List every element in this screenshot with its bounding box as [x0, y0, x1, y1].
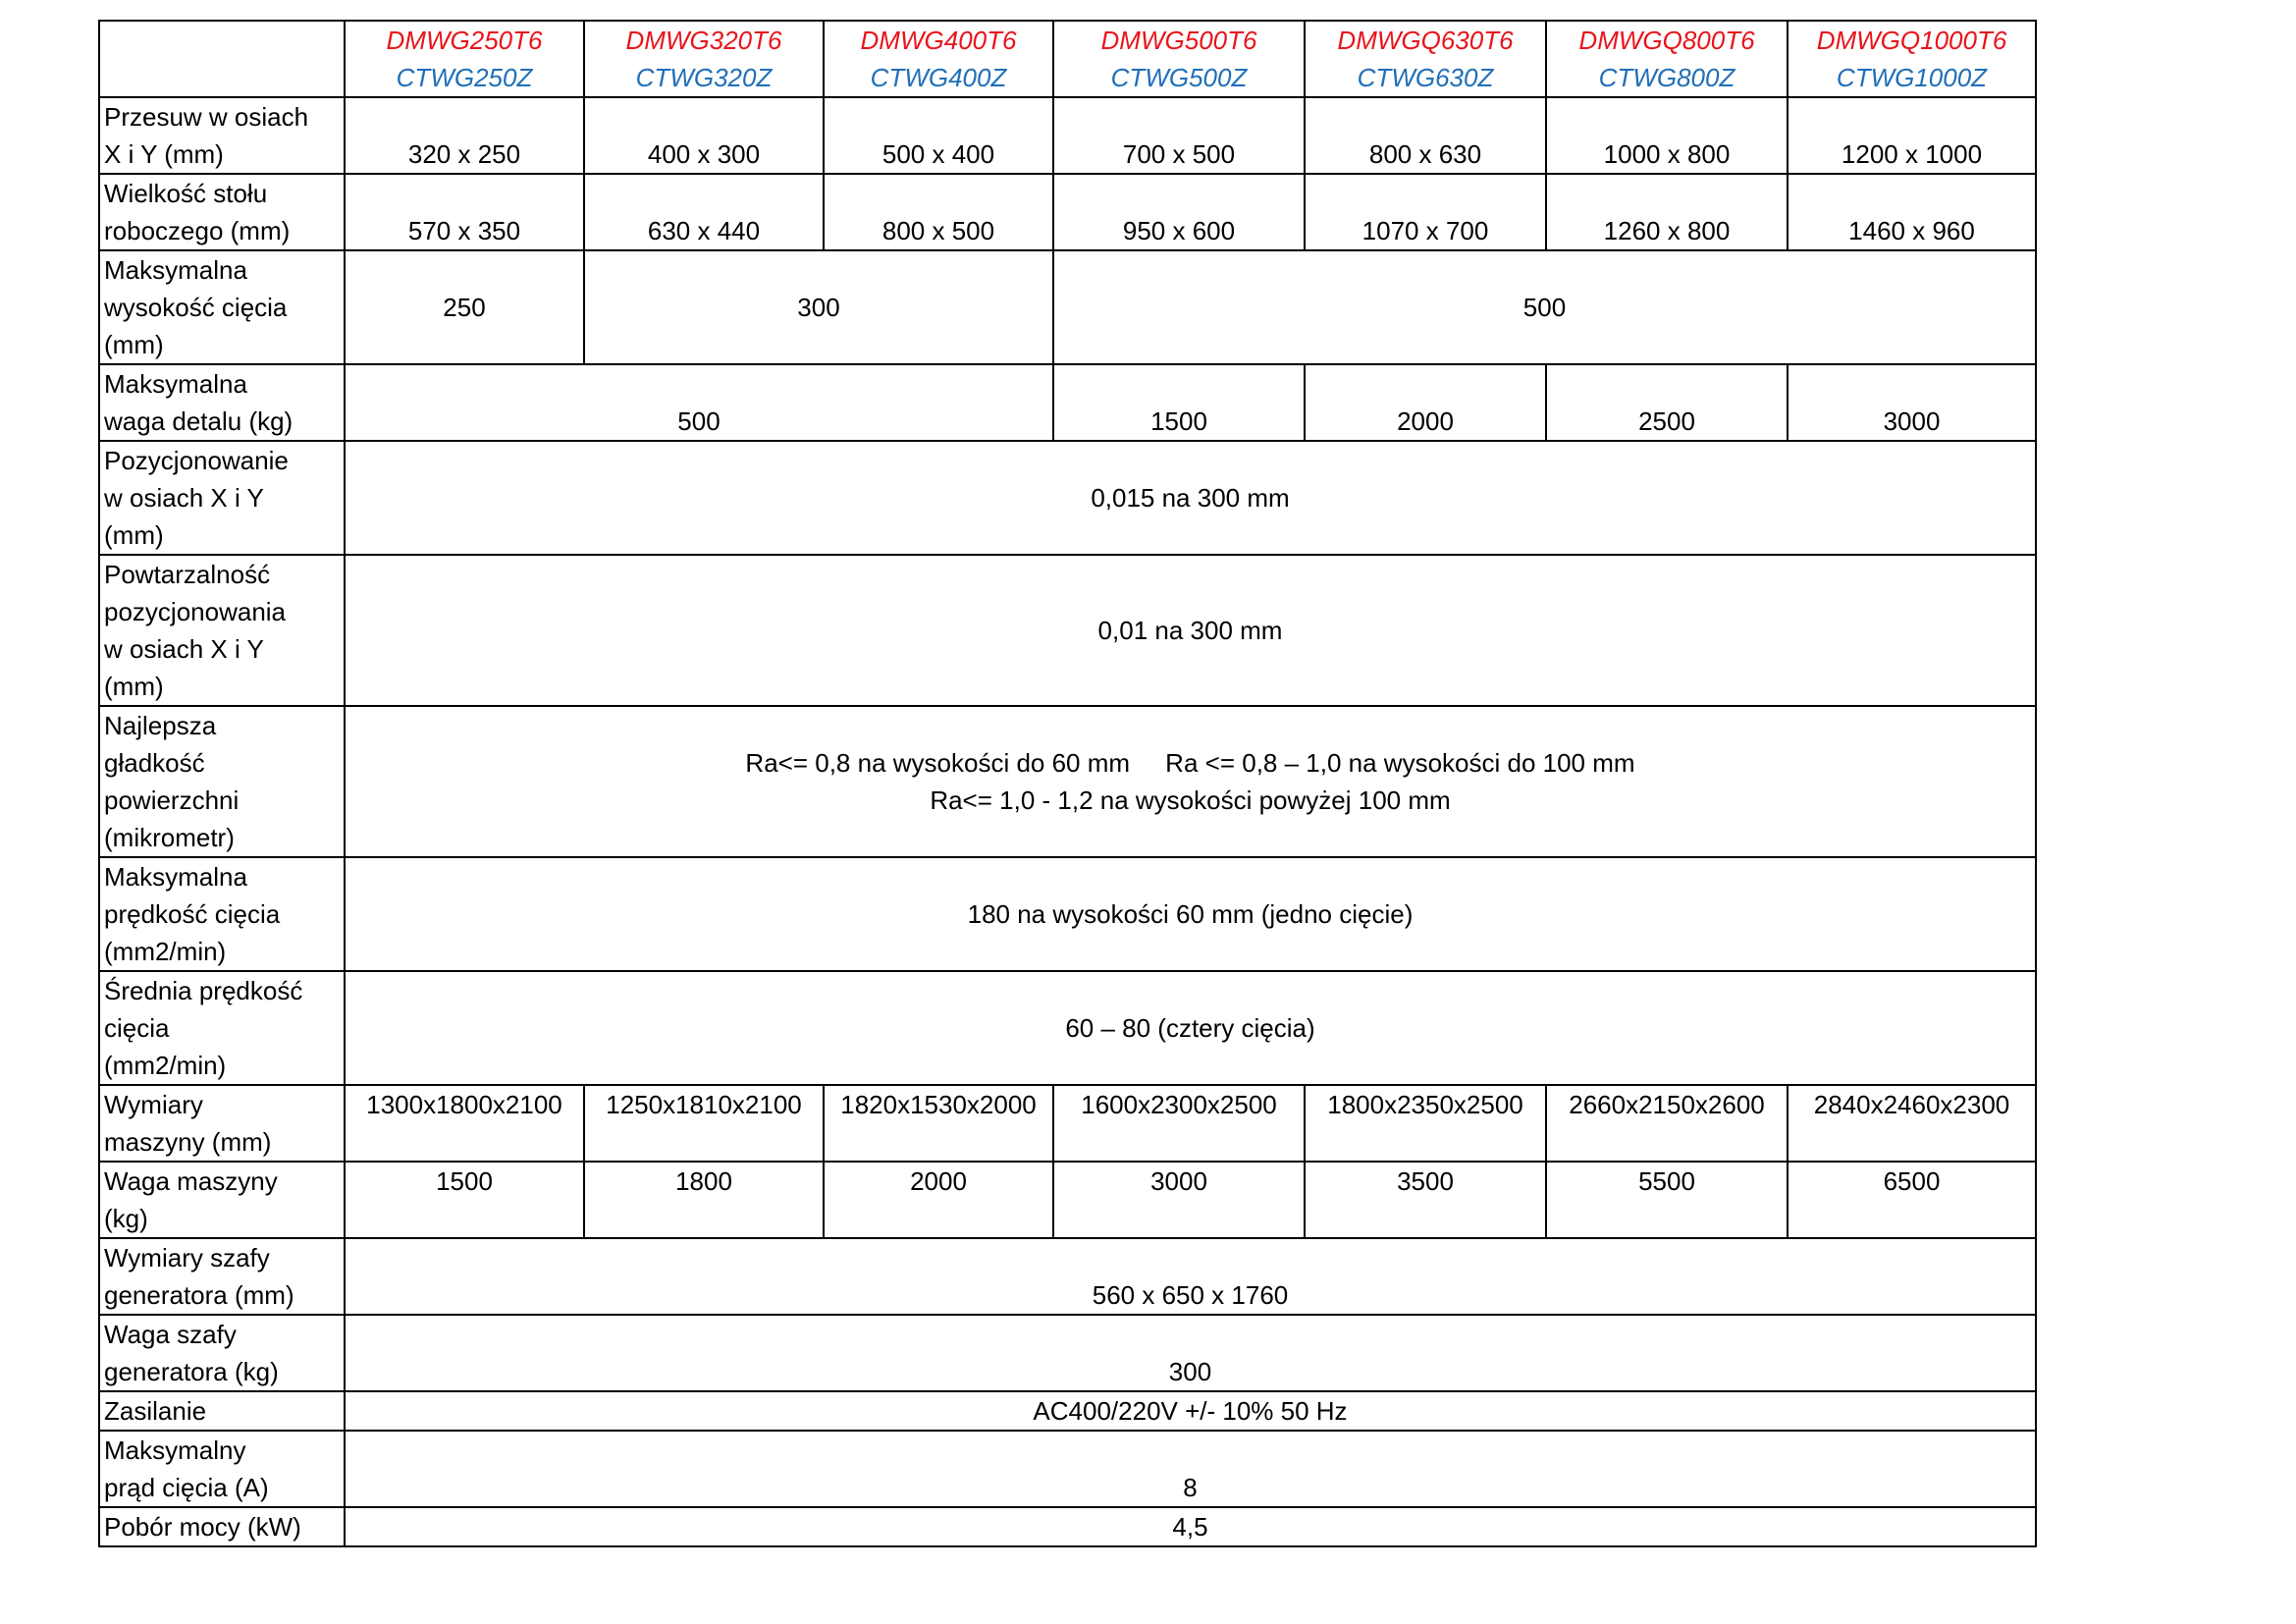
value-cell: 320 x 250	[345, 97, 584, 174]
row-label: Wielkość stołu roboczego (mm)	[99, 174, 345, 250]
row-machine-weight	[99, 1162, 2036, 1238]
value-cell: 700 x 500	[1053, 97, 1305, 174]
row-label: Maksymalna wysokość cięcia (mm)	[99, 250, 345, 364]
model-header	[345, 21, 584, 97]
model-name: DMWG500T6	[1100, 26, 1257, 55]
row-max-speed	[99, 857, 2036, 971]
value-cell: 1250x1810x2100	[584, 1085, 824, 1162]
row-gen-dimensions	[99, 1238, 2036, 1315]
model-header	[1788, 21, 2036, 97]
value-cell: 300	[584, 250, 1053, 364]
value-cell: 1800	[584, 1162, 824, 1238]
value-cell: 300	[345, 1315, 2036, 1391]
row-label: Waga maszyny (kg)	[99, 1162, 345, 1238]
value-cell: AC400/220V +/- 10% 50 Hz	[345, 1391, 2036, 1431]
value-cell: 5500	[1546, 1162, 1788, 1238]
value-cell: 180 na wysokości 60 mm (jedno cięcie)	[345, 857, 2036, 971]
value-cell: 1800x2350x2500	[1305, 1085, 1546, 1162]
model-alt-name: CTWG400Z	[870, 63, 1007, 92]
value-cell: 1300x1800x2100	[345, 1085, 584, 1162]
model-header	[584, 21, 824, 97]
model-alt-name: CTWG500Z	[1110, 63, 1248, 92]
value-cell: 800 x 500	[824, 174, 1053, 250]
row-label: Powtarzalność pozycjonowania w osiach X i Y (mm)	[99, 555, 345, 706]
surface-line-2: Ra<= 1,0 - 1,2 na wysokości powyżej 100 mm	[930, 785, 1451, 815]
row-label: Zasilanie	[99, 1391, 345, 1431]
value-cell: 2000	[824, 1162, 1053, 1238]
model-alt-name: CTWG250Z	[396, 63, 533, 92]
row-power-consumption	[99, 1507, 2036, 1546]
value-cell: 1820x1530x2000	[824, 1085, 1053, 1162]
value-cell: 1460 x 960	[1788, 174, 2036, 250]
value-cell: 1600x2300x2500	[1053, 1085, 1305, 1162]
value-cell: 1500	[345, 1162, 584, 1238]
spec-table	[98, 20, 2037, 1547]
header-corner-cell	[99, 21, 345, 97]
value-cell: 1200 x 1000	[1788, 97, 2036, 174]
value-cell: 500	[345, 364, 1053, 441]
row-table-size	[99, 174, 2036, 250]
value-cell: 2660x2150x2600	[1546, 1085, 1788, 1162]
value-cell: 1000 x 800	[1546, 97, 1788, 174]
value-cell: 1070 x 700	[1305, 174, 1546, 250]
row-label: Maksymalna waga detalu (kg)	[99, 364, 345, 441]
row-dimensions	[99, 1085, 2036, 1162]
value-cell: 60 – 80 (cztery cięcia)	[345, 971, 2036, 1085]
model-header	[1053, 21, 1305, 97]
model-alt-name: CTWG1000Z	[1836, 63, 1988, 92]
value-cell	[345, 706, 2036, 857]
row-gen-weight	[99, 1315, 2036, 1391]
row-label: Wymiary maszyny (mm)	[99, 1085, 345, 1162]
model-alt-name: CTWG320Z	[635, 63, 773, 92]
row-label: Przesuw w osiach X i Y (mm)	[99, 97, 345, 174]
value-cell: 3000	[1788, 364, 2036, 441]
value-cell: 630 x 440	[584, 174, 824, 250]
value-cell: 3500	[1305, 1162, 1546, 1238]
row-positioning	[99, 441, 2036, 555]
model-header	[1546, 21, 1788, 97]
value-cell: 4,5	[345, 1507, 2036, 1546]
value-cell: 3000	[1053, 1162, 1305, 1238]
row-travel	[99, 97, 2036, 174]
value-cell: 570 x 350	[345, 174, 584, 250]
value-cell: 0,015 na 300 mm	[345, 441, 2036, 555]
row-label: Najlepsza gładkość powierzchni (mikrometr)	[99, 706, 345, 857]
model-name: DMWG320T6	[625, 26, 782, 55]
value-cell: 1260 x 800	[1546, 174, 1788, 250]
value-cell: 2000	[1305, 364, 1546, 441]
model-header	[824, 21, 1053, 97]
row-label: Pozycjonowanie w osiach X i Y (mm)	[99, 441, 345, 555]
row-max-current	[99, 1431, 2036, 1507]
value-cell: 0,01 na 300 mm	[345, 555, 2036, 706]
model-name: DMWGQ630T6	[1337, 26, 1514, 55]
row-part-weight	[99, 364, 2036, 441]
row-repeatability	[99, 555, 2036, 706]
header-row	[99, 21, 2036, 97]
row-label: Średnia prędkość cięcia (mm2/min)	[99, 971, 345, 1085]
model-name: DMWGQ1000T6	[1816, 26, 2007, 55]
row-label: Maksymalny prąd cięcia (A)	[99, 1431, 345, 1507]
row-cut-height	[99, 250, 2036, 364]
surface-line-1: Ra<= 0,8 na wysokości do 60 mm Ra <= 0,8 – 1,0 na wysokości do 100 mm	[745, 748, 1635, 778]
value-cell: 500 x 400	[824, 97, 1053, 174]
value-cell: 560 x 650 x 1760	[345, 1238, 2036, 1315]
row-power-supply	[99, 1391, 2036, 1431]
row-avg-speed	[99, 971, 2036, 1085]
value-cell: 250	[345, 250, 584, 364]
value-cell: 800 x 630	[1305, 97, 1546, 174]
model-header	[1305, 21, 1546, 97]
value-cell: 2840x2460x2300	[1788, 1085, 2036, 1162]
row-label: Maksymalna prędkość cięcia (mm2/min)	[99, 857, 345, 971]
value-cell: 1500	[1053, 364, 1305, 441]
row-surface	[99, 706, 2036, 857]
model-alt-name: CTWG800Z	[1598, 63, 1735, 92]
value-cell: 950 x 600	[1053, 174, 1305, 250]
row-label: Wymiary szafy generatora (mm)	[99, 1238, 345, 1315]
value-cell: 6500	[1788, 1162, 2036, 1238]
model-name: DMWG250T6	[386, 26, 543, 55]
model-alt-name: CTWG630Z	[1357, 63, 1494, 92]
row-label: Waga szafy generatora (kg)	[99, 1315, 345, 1391]
model-name: DMWG400T6	[860, 26, 1017, 55]
row-label: Pobór mocy (kW)	[99, 1507, 345, 1546]
value-cell: 2500	[1546, 364, 1788, 441]
value-cell: 500	[1053, 250, 2036, 364]
model-name: DMWGQ800T6	[1578, 26, 1755, 55]
value-cell: 8	[345, 1431, 2036, 1507]
value-cell: 400 x 300	[584, 97, 824, 174]
